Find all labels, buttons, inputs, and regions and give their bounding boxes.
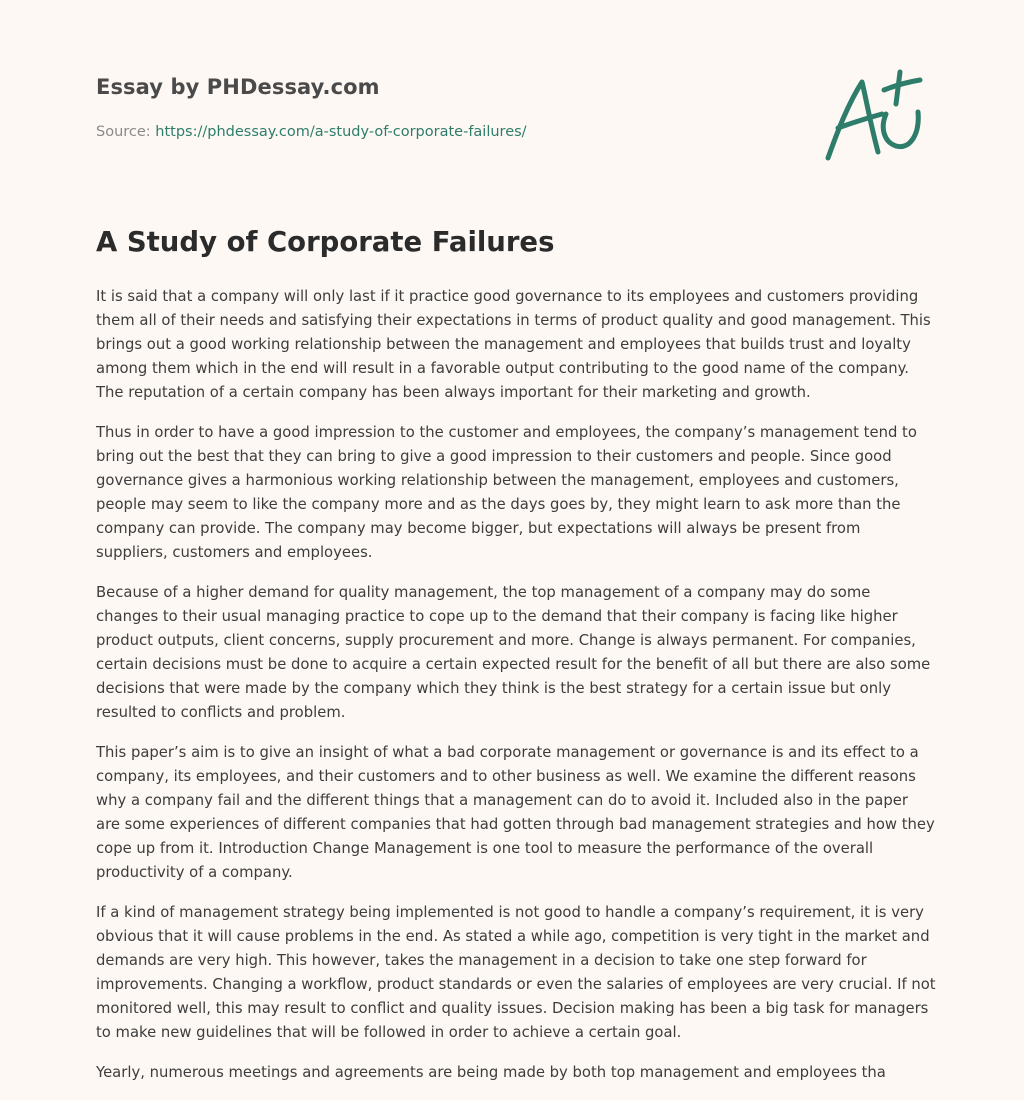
- essay-paragraph: Yearly, numerous meetings and agreements are being made by both top management and employees tha: [96, 1064, 886, 1081]
- essay-body: [96, 285, 936, 1100]
- site-title: Essay by PHDessay.com: [96, 75, 380, 99]
- source-line: [96, 124, 527, 140]
- essay-paragraph: If a kind of management strategy being implemented is not good to handle a company’s requirement, it is very obvious that it will cause problems in the end. As stated a while ago, competition is very tight in the market and demands are very high. This however, takes the management in a decision to take one step forward for improvements. Changing a workflow, product standards or even the salaries of employees are very crucial. If not monitored well, this may result to conflict and quality issues. Decision making has been a big task for managers to make new guidelines that will be followed in order to achieve a certain goal.: [96, 904, 936, 1041]
- a-plus-grade-icon: [822, 68, 926, 164]
- essay-paragraph: Because of a higher demand for quality management, the top management of a company may do some changes to their usual managing practice to cope up to the demand that their company is facing like higher product outputs, client concerns, supply procurement and more. Change is always permanent. For companies, certain decisions must be done to acquire a certain expected result for the benefit of all but there are also some decisions that were made by the company which they think is the best strategy for a certain issue but only resulted to conflicts and problem.: [96, 584, 931, 721]
- essay-paragraph: Thus in order to have a good impression to the customer and employees, the company’s management tend to bring out the best that they can bring to give a good impression to their customers and people. Since good governance gives a harmonious working relationship between the management, employees and customers, people may seem to like the company more and as the days goes by, they might learn to ask more than the company can provide. The company may become bigger, but expectations will always be present from suppliers, customers and employees.: [96, 424, 917, 561]
- source-label: Source:: [96, 124, 151, 140]
- essay-paragraph: This paper’s aim is to give an insight of what a bad corporate management or governance is and its effect to a company, its employees, and their customers and to other business as well. We examine the different reasons why a company fail and the different things that a management can do to avoid it. Included also in the paper are some experiences of different companies that had gotten through bad management strategies and how they cope up from it. Introduction Change Management is one tool to measure the performance of the overall productivity of a company.: [96, 744, 935, 881]
- source-link[interactable]: https://phdessay.com/a-study-of-corporate-failures/: [155, 124, 527, 140]
- essay-paragraph: It is said that a company will only last if it practice good governance to its employees and customers providing them all of their needs and satisfying their expectations in terms of product quality and good management. This brings out a good working relationship between the management and employees that builds trust and loyalty among them which in the end will result in a favorable output contributing to the good name of the company. The reputation of a certain company has been always important for their marketing and growth.: [96, 288, 931, 401]
- essay-title: A Study of Corporate Failures: [96, 226, 555, 258]
